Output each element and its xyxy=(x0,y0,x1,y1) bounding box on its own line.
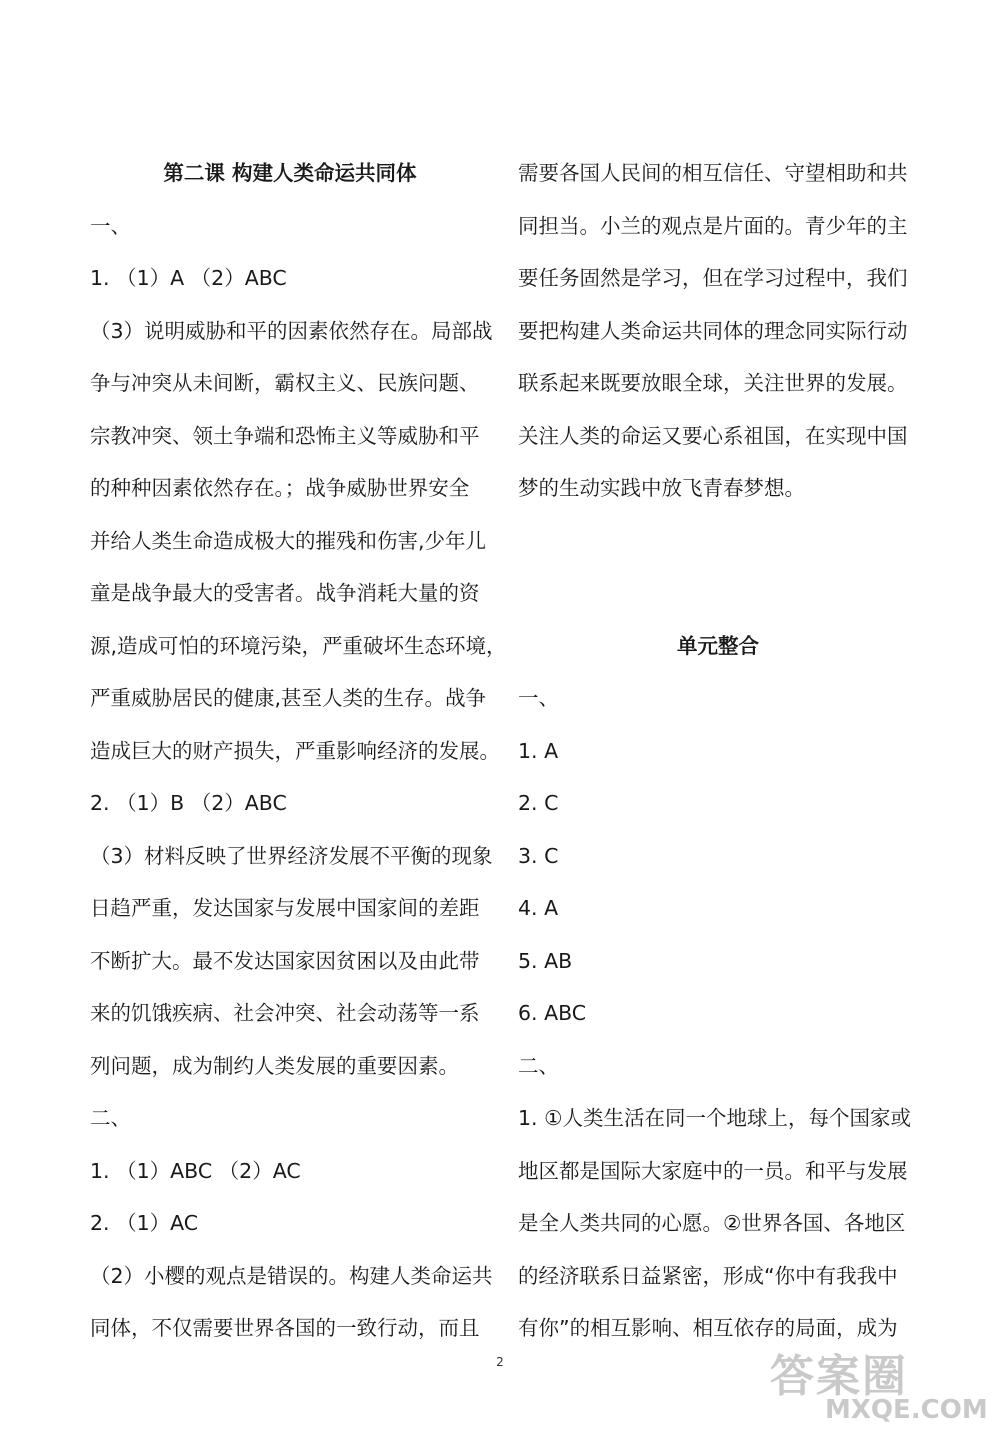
page-number: 2 xyxy=(496,1355,504,1369)
answer-line: 1. A xyxy=(518,738,559,763)
answer-line: 2. （1）AC xyxy=(90,1211,199,1235)
answer-line: 的经济联系日益紧密，形成“你中有我我中 xyxy=(518,1263,898,1288)
answer-line: 1. （1）A （2）ABC xyxy=(90,266,287,290)
answer-line: 一、 xyxy=(90,213,131,238)
answer-line: 来的饥饿疾病、社会冲突、社会动荡等一系 xyxy=(90,1001,480,1025)
answer-line: 梦的生动实践中放飞青春梦想。 xyxy=(518,476,805,500)
watermark-domain: MXQE.COM xyxy=(825,1395,988,1425)
answer-line: 要任务固然是学习，但在学习过程中，我们 xyxy=(518,266,908,290)
answer-line: 需要各国人民间的相互信任、守望相助和共 xyxy=(518,161,908,185)
answer-line: 5. AB xyxy=(518,948,573,973)
answer-line: 地区都是国际大家庭中的一员。和平与发展 xyxy=(518,1158,908,1183)
answer-line: 争与冲突从未间断，霸权主义、民族问题、 xyxy=(90,371,480,395)
answer-line: 4. A xyxy=(518,896,559,920)
section-gap xyxy=(518,515,918,620)
answer-line: 造成巨大的财产损失，严重影响经济的发展。 xyxy=(90,738,500,763)
right-column xyxy=(518,147,918,1355)
answer-line: 是全人类共同的心愿。②世界各国、各地区 xyxy=(518,1211,906,1235)
answer-line: 列问题，成为制约人类发展的重要因素。 xyxy=(90,1053,459,1078)
answer-line: 1. （1）ABC （2）AC xyxy=(90,1158,301,1183)
answer-line: 6. ABC xyxy=(518,1001,587,1025)
answer-line: 有你”的相互影响、相互依存的局面，成为 xyxy=(518,1316,898,1340)
watermark-logo xyxy=(770,1340,995,1425)
answer-line: 不断扩大。最不发达国家因贫困以及由此带 xyxy=(90,948,480,973)
answer-line: 2. （1）B （2）ABC xyxy=(90,791,287,815)
answer-line: 要把构建人类命运共同体的理念同实际行动 xyxy=(518,318,908,343)
watermark-logo-text: 答案圈 xyxy=(770,1351,908,1402)
answer-line: 的种种因素依然存在。；战争威胁世界安全 xyxy=(90,476,470,500)
answer-line: 2. C xyxy=(518,791,559,815)
answer-line: 源,造成可怕的环境污染，严重破坏生态环境， xyxy=(90,633,507,658)
answer-line: 同体，不仅需要世界各国的一致行动，而且 xyxy=(90,1316,480,1340)
answer-line: 联系起来既要放眼全球，关注世界的发展。 xyxy=(518,371,908,395)
answer-line: 二、 xyxy=(518,1053,559,1078)
answer-line: 日趋严重，发达国家与发展中国家间的差距 xyxy=(90,896,480,920)
answer-line: 严重威胁居民的健康,甚至人类的生存。战争 xyxy=(90,686,487,710)
answer-line: 宗教冲突、领土争端和恐怖主义等威胁和平 xyxy=(90,423,480,448)
unit-section-title: 单元整合 xyxy=(677,633,759,658)
answer-line: 并给人类生命造成极大的摧残和伤害,少年儿 xyxy=(90,528,487,553)
answer-line: 关注人类的命运又要心系祖国，在实现中国 xyxy=(518,423,908,448)
lesson-title: 第二课 构建人类命运共同体 xyxy=(163,161,417,185)
answer-line: 一、 xyxy=(518,686,559,710)
answer-line: 同担当。小兰的观点是片面的。青少年的主 xyxy=(518,213,908,238)
answer-line: （3）说明威胁和平的因素依然存在。局部战 xyxy=(90,318,493,343)
answer-line: 1. ①人类生活在同一个地球上，每个国家或 xyxy=(518,1106,911,1130)
answer-line: 3. C xyxy=(518,843,559,868)
answer-line: （3）材料反映了世界经济发展不平衡的现象 xyxy=(90,843,493,868)
answer-line: （2）小樱的观点是错误的。构建人类命运共 xyxy=(90,1263,493,1288)
answer-line: 童是战争最大的受害者。战争消耗大量的资 xyxy=(90,581,480,605)
left-column xyxy=(90,147,507,1355)
answer-line: 二、 xyxy=(90,1106,131,1130)
